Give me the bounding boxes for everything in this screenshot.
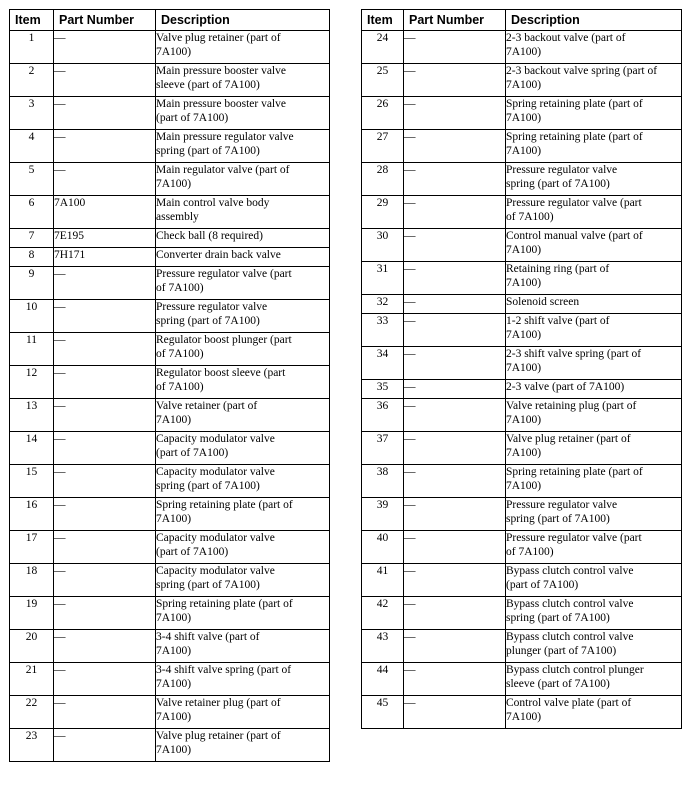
part-description: Valve retainer (part of 7A100) [156,399,330,432]
table-row [362,295,682,314]
part-number: — [54,432,156,465]
part-description: Pressure regulator valve (part of 7A100) [506,196,682,229]
table-row [10,597,330,630]
table-row [362,31,682,64]
table-row [10,97,330,130]
table-row [10,465,330,498]
item-number: 6 [10,196,54,229]
table-row [362,498,682,531]
item-number: 16 [10,498,54,531]
part-description: Pressure regulator valve (part of 7A100) [156,267,330,300]
part-number: — [404,663,506,696]
part-number: — [404,347,506,380]
item-number: 31 [362,262,404,295]
item-number: 21 [10,663,54,696]
table-row [362,229,682,262]
table-row [10,663,330,696]
part-description: Spring retaining plate (part of 7A100) [156,597,330,630]
item-number: 29 [362,196,404,229]
table-row [10,196,330,229]
part-description: 2-3 backout valve spring (part of 7A100) [506,64,682,97]
part-description: Valve plug retainer (part of 7A100) [156,729,330,762]
table-row [10,564,330,597]
part-description: 3-4 shift valve (part of 7A100) [156,630,330,663]
part-number: — [54,300,156,333]
item-number: 35 [362,380,404,399]
item-number: 17 [10,531,54,564]
column-header-item: Item [362,10,404,31]
part-description: Retaining ring (part of 7A100) [506,262,682,295]
part-description: Main control valve body assembly [156,196,330,229]
column-header-part-number: Part Number [404,10,506,31]
part-number: — [54,630,156,663]
part-description: 2-3 backout valve (part of 7A100) [506,31,682,64]
item-number: 18 [10,564,54,597]
part-number: — [54,597,156,630]
table-row [362,531,682,564]
part-description: Capacity modulator valve spring (part of 7A100) [156,465,330,498]
part-description: Main pressure booster valve sleeve (part of 7A100) [156,64,330,97]
table-row [362,314,682,347]
parts-table-right-body [362,31,682,729]
part-description: Main pressure regulator valve spring (part of 7A100) [156,130,330,163]
item-number: 39 [362,498,404,531]
table-row [10,432,330,465]
part-number: — [54,366,156,399]
table-row [362,196,682,229]
column-header-description: Description [506,10,682,31]
part-description: Spring retaining plate (part of 7A100) [506,465,682,498]
item-number: 26 [362,97,404,130]
item-number: 22 [10,696,54,729]
table-row [10,531,330,564]
table-row [10,399,330,432]
item-number: 42 [362,597,404,630]
item-number: 41 [362,564,404,597]
part-number: — [404,432,506,465]
part-description: Main pressure booster valve (part of 7A100) [156,97,330,130]
part-number: — [404,229,506,262]
part-description: Valve retaining plug (part of 7A100) [506,399,682,432]
item-number: 2 [10,64,54,97]
table-row [10,696,330,729]
item-number: 28 [362,163,404,196]
item-number: 43 [362,630,404,663]
part-number: — [54,130,156,163]
part-number: — [54,31,156,64]
part-description: 3-4 shift valve spring (part of 7A100) [156,663,330,696]
part-description: Capacity modulator valve spring (part of 7A100) [156,564,330,597]
table-row [10,248,330,267]
table-row [362,564,682,597]
table-row [10,630,330,663]
table-row [362,130,682,163]
part-number: — [404,531,506,564]
table-row [362,696,682,729]
part-description: Bypass clutch control plunger sleeve (part of 7A100) [506,663,682,696]
part-description: Pressure regulator valve spring (part of 7A100) [506,498,682,531]
column-header-item: Item [10,10,54,31]
table-row [362,64,682,97]
table-row [10,64,330,97]
part-number: — [404,64,506,97]
part-number: — [404,597,506,630]
part-description: Valve retainer plug (part of 7A100) [156,696,330,729]
part-description: Valve plug retainer (part of 7A100) [156,31,330,64]
part-description: Capacity modulator valve (part of 7A100) [156,531,330,564]
table-row [362,597,682,630]
part-description: Control manual valve (part of 7A100) [506,229,682,262]
part-number: — [54,333,156,366]
part-description: Spring retaining plate (part of 7A100) [506,97,682,130]
part-description: Valve plug retainer (part of 7A100) [506,432,682,465]
part-description: Converter drain back valve [156,248,330,267]
part-description: Pressure regulator valve spring (part of 7A100) [506,163,682,196]
item-number: 44 [362,663,404,696]
part-number: — [54,564,156,597]
item-number: 37 [362,432,404,465]
table-row [362,163,682,196]
table-row [362,380,682,399]
part-description: Main regulator valve (part of 7A100) [156,163,330,196]
part-description: Bypass clutch control valve spring (part of 7A100) [506,597,682,630]
table-row [10,300,330,333]
table-row [362,399,682,432]
column-header-part-number: Part Number [54,10,156,31]
part-number: — [404,196,506,229]
part-number: — [404,465,506,498]
part-number: — [54,163,156,196]
part-number: 7H171 [54,248,156,267]
part-number: — [404,31,506,64]
item-number: 5 [10,163,54,196]
item-number: 33 [362,314,404,347]
part-description: Capacity modulator valve (part of 7A100) [156,432,330,465]
part-number: — [404,295,506,314]
item-number: 32 [362,295,404,314]
item-number: 1 [10,31,54,64]
part-number: — [404,630,506,663]
part-number: — [404,97,506,130]
part-description: Regulator boost sleeve (part of 7A100) [156,366,330,399]
table-row [10,130,330,163]
part-number: — [404,399,506,432]
table-row [10,366,330,399]
item-number: 13 [10,399,54,432]
part-number: — [404,314,506,347]
table-row [10,31,330,64]
table-row [10,333,330,366]
item-number: 19 [10,597,54,630]
item-number: 7 [10,229,54,248]
item-number: 23 [10,729,54,762]
parts-table-left-body [10,31,330,762]
part-number: — [54,696,156,729]
table-row [10,729,330,762]
part-description: Spring retaining plate (part of 7A100) [506,130,682,163]
part-description: Solenoid screen [506,295,682,314]
table-row [10,229,330,248]
part-description: Regulator boost plunger (part of 7A100) [156,333,330,366]
item-number: 34 [362,347,404,380]
table-header-row [362,10,682,31]
part-description: 1-2 shift valve (part of 7A100) [506,314,682,347]
part-description: Spring retaining plate (part of 7A100) [156,498,330,531]
item-number: 3 [10,97,54,130]
part-number: — [404,696,506,729]
table-row [362,347,682,380]
item-number: 25 [362,64,404,97]
table-row [10,267,330,300]
table-row [362,262,682,295]
part-number: — [404,498,506,531]
part-number: 7A100 [54,196,156,229]
parts-table-right [361,9,682,729]
table-row [362,97,682,130]
part-number: — [404,262,506,295]
part-description: Control valve plate (part of 7A100) [506,696,682,729]
part-number: — [404,380,506,399]
item-number: 14 [10,432,54,465]
item-number: 24 [362,31,404,64]
part-number: — [54,399,156,432]
part-number: — [54,465,156,498]
item-number: 20 [10,630,54,663]
item-number: 38 [362,465,404,498]
table-row [10,498,330,531]
part-description: Pressure regulator valve (part of 7A100) [506,531,682,564]
item-number: 30 [362,229,404,262]
part-number: — [54,498,156,531]
table-header-row [10,10,330,31]
part-description: 2-3 valve (part of 7A100) [506,380,682,399]
part-description: 2-3 shift valve spring (part of 7A100) [506,347,682,380]
item-number: 9 [10,267,54,300]
part-number: — [54,729,156,762]
part-description: Pressure regulator valve spring (part of 7A100) [156,300,330,333]
table-row [362,465,682,498]
table-row [362,432,682,465]
part-number: — [404,130,506,163]
item-number: 12 [10,366,54,399]
item-number: 10 [10,300,54,333]
table-row [362,663,682,696]
item-number: 11 [10,333,54,366]
part-description: Bypass clutch control valve plunger (part of 7A100) [506,630,682,663]
part-description: Check ball (8 required) [156,229,330,248]
part-number: — [54,64,156,97]
item-number: 4 [10,130,54,163]
part-description: Bypass clutch control valve (part of 7A100) [506,564,682,597]
table-row [362,630,682,663]
part-number: — [54,531,156,564]
item-number: 8 [10,248,54,267]
item-number: 15 [10,465,54,498]
item-number: 36 [362,399,404,432]
part-number: — [54,97,156,130]
part-number: — [404,163,506,196]
column-header-description: Description [156,10,330,31]
part-number: 7E195 [54,229,156,248]
item-number: 27 [362,130,404,163]
parts-table-left [9,9,330,762]
item-number: 45 [362,696,404,729]
part-number: — [404,564,506,597]
part-number: — [54,267,156,300]
item-number: 40 [362,531,404,564]
table-row [10,163,330,196]
part-number: — [54,663,156,696]
